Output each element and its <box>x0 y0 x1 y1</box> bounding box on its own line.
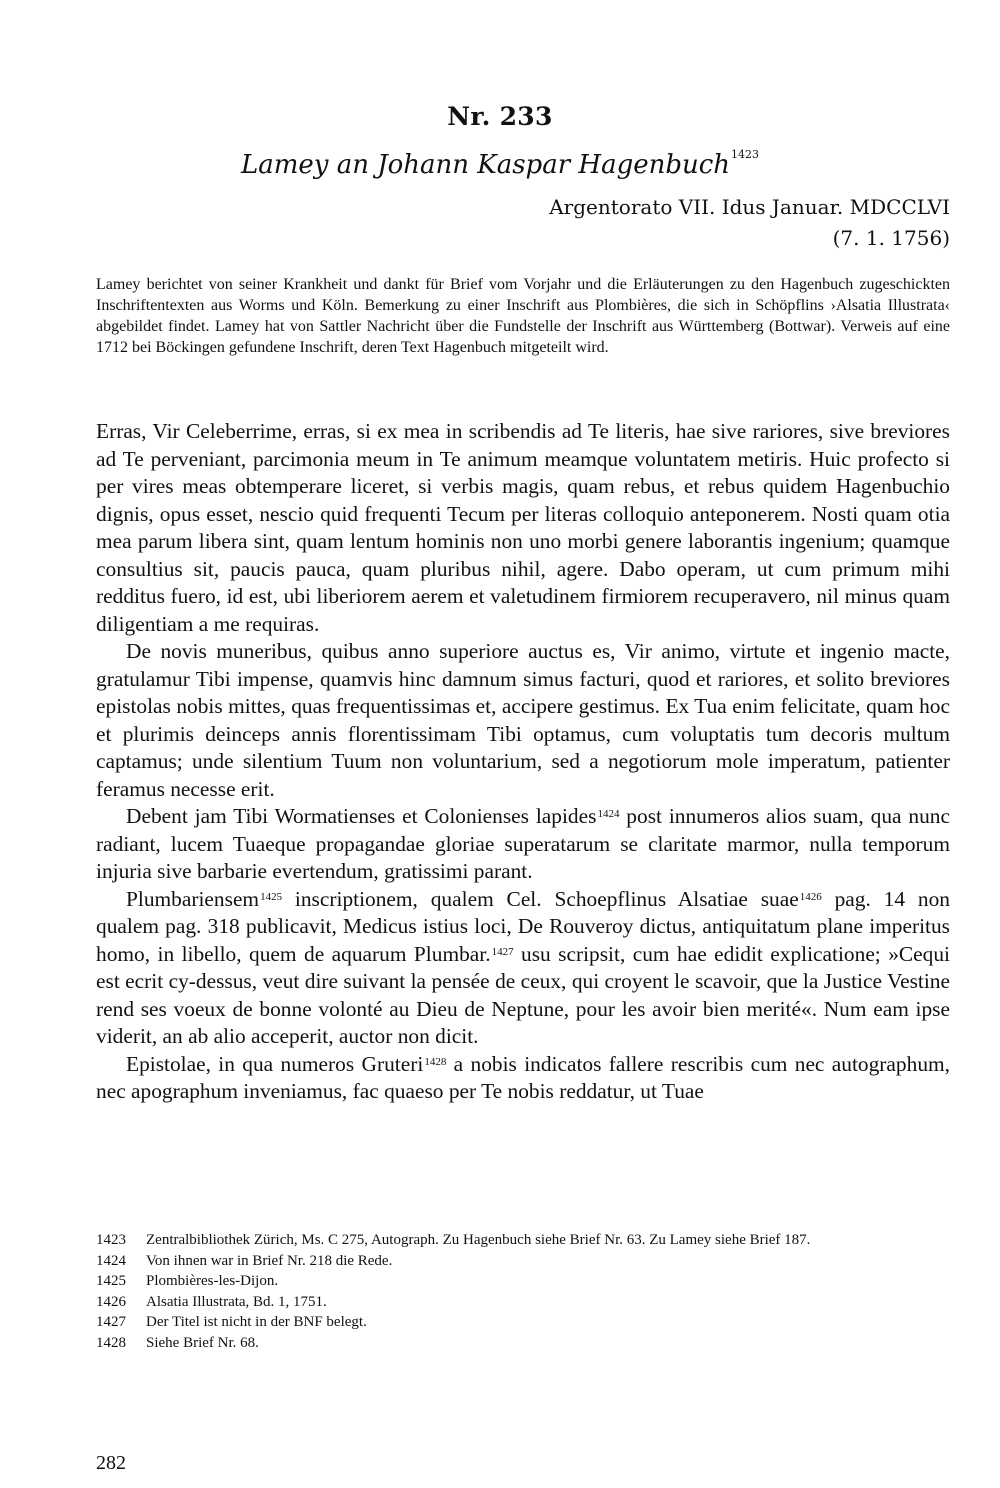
footnote-text: Der Titel ist nicht in der BNF belegt. <box>146 1314 367 1330</box>
body-paragraph-1: Erras, Vir Celeberrime, erras, si ex mea in scribendis ad Te literis, hae sive rariores, sive breviores ad Te perveniant, parcimonia meum in Te animum meamque voluntatem metiris. Huic profecto si per vires meas obtemperare liceret, si verbis magis, quam rebus, et rebus quidem Hagenbuchio dignis, opus esset, nescio quid frequenti Tecum per literas colloquio anteponerem. Nosti quam otia mea parum libera sint, quam lentum hominis non uno morbi genere laborantis ingenium; quamque consultius sit, paucis pauca, quam pluribus nihil, agere. Dabo operam, ut cum primum mihi redditus fuero, id est, ubi liberiorem aerem et valetudinem firmiorem recuperavero, nil minus quam diligentiam a me requiras. <box>96 419 950 636</box>
footnote-text: Zentralbibliothek Zürich, Ms. C 275, Autograph. Zu Hagenbuch siehe Brief Nr. 63. Zu Lamey siehe Brief 187. <box>146 1232 811 1248</box>
letter-heading <box>0 150 1000 180</box>
footnotes <box>96 1230 950 1353</box>
letter-body <box>96 418 950 1106</box>
body-paragraph-5 <box>96 1051 950 1106</box>
footnote-ref: 1425 <box>260 890 283 903</box>
footnote-ref: 1424 <box>597 808 620 820</box>
footnote-text: Von ihnen war in Brief Nr. 218 die Rede. <box>146 1252 393 1269</box>
footnote <box>96 1333 950 1354</box>
text-span: usu scripsit, cum hae edidit explicatione; »Cequi est ecrit cy-dessus, veut dire suivant la pensée de ceux, qui croyent le scavoir, que la Justice Vestine rend ses voeux de bonne volonté au Dieu de Neptune, pour les avoir bien merité«. Num eam ipse viderit, an ab alio acceperit, auctor non dicit. <box>96 941 950 1048</box>
text-span: a nobis indicatos fallere rescribis cum nec autographum, nec apographum inveniamus, fac quaeso per Te nobis reddatur, ut Tuae <box>96 1051 950 1103</box>
footnote <box>96 1271 950 1292</box>
document-page <box>96 0 950 1488</box>
body-paragraph-3 <box>96 803 950 886</box>
letter-summary: Lamey berichtet von seiner Krankheit und dankt für Brief vom Vorjahr und die Erläuterungen zu den Hagenbuch zugeschickten Inschriftentexten aus Worms und Köln. Bemerkung zu einer Inschrift aus Plombières, die sich in Schöpflins ›Alsatia Illustrata‹ abgebildet findet. Lamey hat von Sattler Nachricht über die Fundstelle der Inschrift aus Württemberg (Bottwar). Verweis auf eine 1712 bei Böckingen gefundene Inschrift, deren Text Hagenbuch mitgeteilt wird. <box>96 276 950 356</box>
page-number: 282 <box>96 1452 126 1474</box>
text-span: inscriptionem, qualem Cel. Schoepflinus Alsatiae suae <box>282 886 799 911</box>
footnote-text: Plombières-les-Dijon. <box>146 1273 279 1289</box>
footnote-number: 1424 <box>96 1252 126 1269</box>
footnote-number: 1423 <box>96 1232 126 1248</box>
footnote-ref: 1428 <box>424 1055 447 1068</box>
place-date-line: Argentorato VII. Idus Januar. MDCCLVI <box>549 195 950 219</box>
footnote-number: 1427 <box>96 1314 126 1330</box>
body-paragraph-4 <box>96 886 950 1051</box>
text-span: Debent jam Tibi Wormatienses et Colonienses lapides <box>126 804 597 828</box>
text-span: Plumbariensem <box>126 886 260 911</box>
footnote-text: Alsatia Illustrata, Bd. 1, 1751. <box>146 1293 327 1310</box>
addressee-title: Lamey an Johann Kaspar Hagenbuch <box>240 150 731 180</box>
body-paragraph-2: De novis muneribus, quibus anno superiore auctus es, Vir animo, virtute et ingenio macte, gratulamur Tibi impense, quamvis hinc damnum simus facturi, quod et rariores, et solito breviores epistolas nobis mittes, quas frequentissimas et, accipere gestimus. Ex Tua enim felicitate, quam hoc et plurimis deinceps annis florentissimam Tibi optamus, cum voluptatis tum decoris multum captamus; unde silentium Tuum non voluntarium, sed a negotiorum mole imperatum, patienter feramus necesse erit. <box>96 639 950 801</box>
footnote <box>96 1230 950 1251</box>
footnote <box>96 1312 950 1333</box>
date-line: (7. 1. 1756) <box>832 226 950 250</box>
text-span: post innumeros alios suam, qua nunc radiant, lucem Tuaeque propagandae gloriae superatarum se claritate marmor, nulla temporum injuria sive barbarie evertendum, gratissimi parant. <box>96 804 950 883</box>
letter-number: Nr. 233 <box>447 102 553 131</box>
text-span: pag. 14 non qualem pag. 318 publicavit, Medicus istius loci, De Rouveroy dictus, antiquitatum plane imperitus homo, in libello, quem de aquarum Plumbar. <box>96 886 950 966</box>
footnote-text: Siehe Brief Nr. 68. <box>146 1334 259 1351</box>
footnote-number: 1426 <box>96 1293 126 1310</box>
footnote-ref: 1423 <box>731 148 760 161</box>
footnote <box>96 1251 950 1272</box>
footnote-ref: 1426 <box>799 890 822 903</box>
footnote <box>96 1292 950 1313</box>
footnote-ref: 1427 <box>491 945 514 958</box>
text-span: Epistolae, in qua numeros Gruteri <box>126 1051 424 1076</box>
footnote-number: 1425 <box>96 1273 126 1289</box>
footnote-number: 1428 <box>96 1334 126 1351</box>
